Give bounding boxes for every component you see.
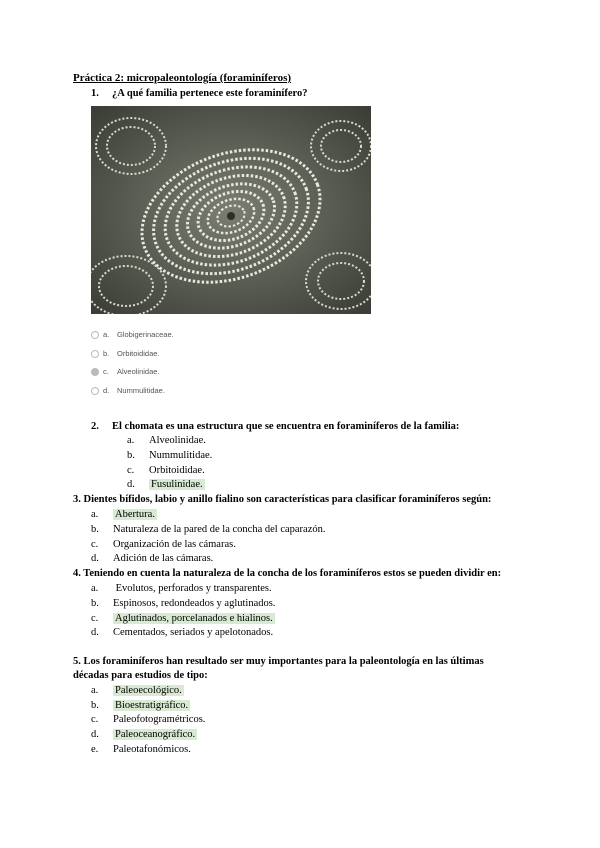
q1-option-c[interactable]: c. Alveolinidae. bbox=[91, 367, 160, 376]
highlighted-answer: Paleoceanográfico. bbox=[115, 729, 196, 740]
q5-option-e: e. Paleotafonómicos. bbox=[91, 744, 191, 755]
q1-option-b[interactable]: b. Orbitoididae. bbox=[91, 349, 160, 358]
q5-option-d: d. Paleoceanográfico. bbox=[91, 729, 196, 740]
radio-icon[interactable] bbox=[91, 387, 99, 395]
q3-option-c: c. Organización de las cámaras. bbox=[91, 539, 236, 550]
q4-option-b: b. Espinosos, redondeados y aglutinados. bbox=[91, 598, 276, 609]
question-5-line-1: 5. Los foraminíferos han resultado ser muy importantes para la paleontología en las últimas bbox=[73, 656, 484, 667]
q5-option-a: a. Paleoecológico. bbox=[91, 685, 182, 696]
highlighted-answer: Bioestratigráfico. bbox=[115, 700, 189, 711]
radio-checked-icon[interactable] bbox=[91, 368, 99, 376]
highlighted-answer: Fusulinidae. bbox=[151, 479, 203, 490]
q1-option-a[interactable]: a. Globigerinaceae. bbox=[91, 330, 174, 339]
radio-icon[interactable] bbox=[91, 350, 99, 358]
q3-option-b: b. Naturaleza de la pared de la concha del caparazón. bbox=[91, 524, 326, 535]
q2-option-b: b. Nummulitidae. bbox=[127, 450, 213, 461]
q3-option-d: d. Adición de las cámaras. bbox=[91, 553, 214, 564]
q4-option-d: d. Cementados, seriados y apelotonados. bbox=[91, 627, 274, 638]
q2-option-d: d. Fusulinidae. bbox=[127, 479, 203, 490]
question-2: 2. El chomata es una estructura que se encuentra en foraminíferos de la familia: bbox=[91, 421, 460, 432]
q2-option-a: a. Alveolinidae. bbox=[127, 435, 206, 446]
highlighted-answer: Paleoecológico. bbox=[115, 685, 182, 696]
foraminifera-photo bbox=[91, 106, 371, 314]
q4-option-a: a. Evolutos, perforados y transparentes. bbox=[91, 583, 272, 594]
q3-option-a: a. Abertura. bbox=[91, 509, 155, 520]
q5-option-c: c. Paleofotogramétricos. bbox=[91, 714, 206, 725]
question-4: 4. Teniendo en cuenta la naturaleza de la concha de los foraminíferos estos se pueden dividir en: bbox=[73, 568, 502, 579]
page-title: Práctica 2: micropaleontología (foraminíferos) bbox=[73, 72, 292, 84]
highlighted-answer: Aglutinados, porcelanados e hialinos. bbox=[115, 613, 273, 624]
highlighted-answer: Abertura. bbox=[115, 509, 155, 520]
q4-option-c: c. Aglutinados, porcelanados e hialinos. bbox=[91, 613, 273, 624]
question-1: 1. ¿A qué familia pertenece este foraminífero? bbox=[91, 88, 308, 99]
q1-option-d[interactable]: d. Nummulitidae. bbox=[91, 386, 165, 395]
q5-option-b: b. Bioestratigráfico. bbox=[91, 700, 189, 711]
question-3: 3. Dientes bífidos, labio y anillo fialino son características para clasificar foraminíferos según: bbox=[73, 494, 492, 505]
radio-icon[interactable] bbox=[91, 331, 99, 339]
q2-option-c: c. Orbitoididae. bbox=[127, 465, 205, 476]
question-5-line-2: décadas para estudios de tipo: bbox=[73, 670, 208, 681]
